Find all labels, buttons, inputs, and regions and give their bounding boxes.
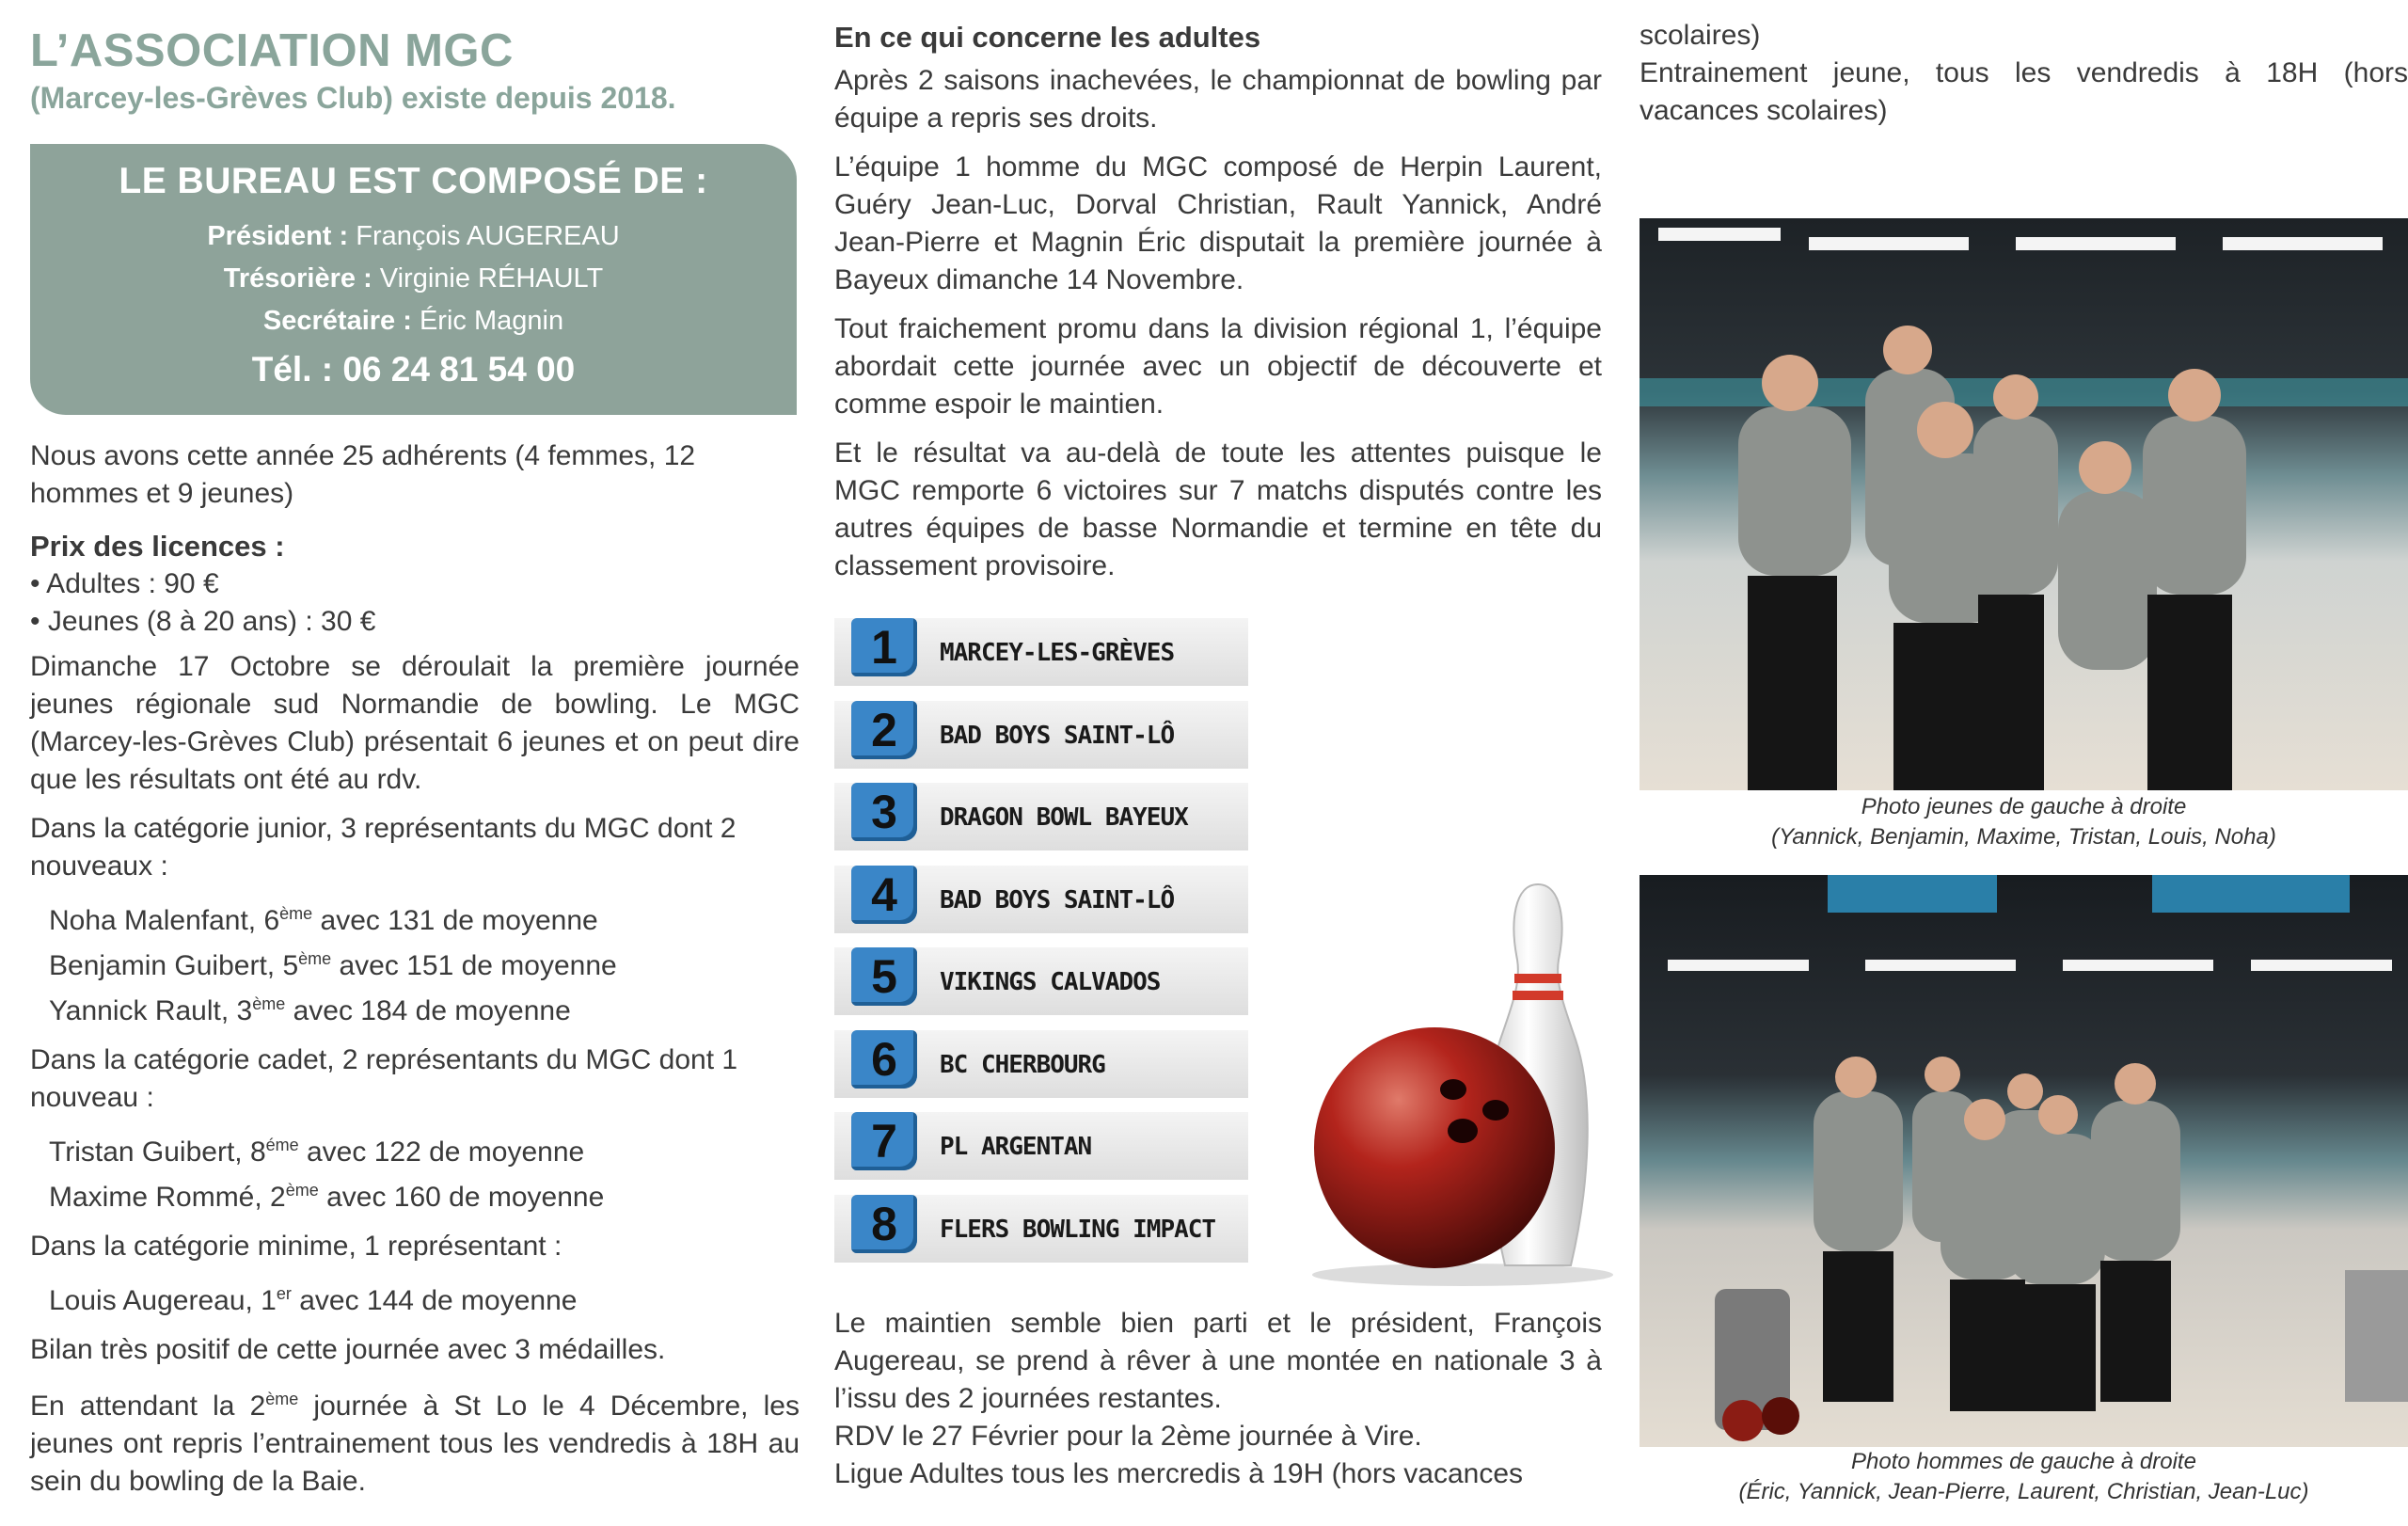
- cadet-intro: Dans la catégorie cadet, 2 représentants du MGC dont 1 nouveau :: [30, 1044, 738, 1113]
- caption-line: Photo jeunes de gauche à droite: [1861, 794, 2187, 819]
- prix-jeunes: • Jeunes (8 à 20 ans) : 30 €: [30, 606, 376, 637]
- men-team-photo: [1640, 875, 2408, 1447]
- president-name: François AUGEREAU: [356, 221, 620, 251]
- secretaire-label: Secrétaire :: [262, 306, 412, 336]
- adultes-p3: Tout fraichement promu dans la division régional 1, l’équipe abordait cette journée avec un objectif de découverte et comme espoir le maintien.: [834, 313, 1602, 420]
- list-item: Tristan Guibert, $8^{éme}$ avec 122 de moyenne: [49, 1136, 585, 1168]
- adultes-p1: Après 2 saisons inachevées, le championnat de bowling par équipe a repris ses droits.: [834, 65, 1602, 134]
- caption-line: (Éric, Yannick, Jean-Pierre, Laurent, Christian, Jean-Luc): [1738, 1479, 2309, 1504]
- adultes-p6: RDV le 27 Février pour la 2ème journée à Vire.: [834, 1421, 1422, 1452]
- adultes-p2: L’équipe 1 homme du MGC composé de Herpin Laurent, Guéry Jean-Luc, Dorval Christian, Rault Yannick, André Jean-Pierre et Magnin Éric disputait la première journée à Bayeux dimanche 14 Novembre.: [834, 151, 1602, 295]
- bureau-phone: Tél. : 06 24 81 54 00: [251, 350, 576, 389]
- scolaires-text: scolaires): [1640, 20, 1761, 51]
- entrainement-paragraph: Entrainement jeune, tous les vendredis à 18H (hors vacances scolaires): [1640, 57, 2408, 126]
- caption-line: (Yannick, Benjamin, Maxime, Tristan, Louis, Noha): [1771, 824, 2276, 850]
- ranking-row: [834, 1030, 1248, 1098]
- ranking-number: 4: [851, 866, 917, 924]
- right-column: [1640, 0, 2408, 130]
- ranking-team: DRAGON BOWL BAYEUX: [940, 803, 1188, 832]
- bilan-paragraph: Bilan très positif de cette journée avec 3 médailles.: [30, 1334, 666, 1365]
- ranking-team: MARCEY-LES-GRÈVES: [940, 639, 1175, 667]
- prix-heading: Prix des licences :: [30, 530, 285, 563]
- youth-photo-caption: [1640, 792, 2408, 852]
- ranking-number: 3: [851, 783, 917, 841]
- ranking-list: [834, 618, 1248, 1277]
- caption-line: Photo hommes de gauche à droite: [1851, 1449, 2196, 1474]
- ranking-team: FLERS BOWLING IMPACT: [940, 1215, 1216, 1244]
- adultes-heading: En ce qui concerne les adultes: [834, 21, 1261, 54]
- page-subtitle: (Marcey-les-Grèves Club) existe depuis 2018.: [30, 81, 676, 115]
- ranking-row: [834, 947, 1248, 1015]
- junior-intro: Dans la catégorie junior, 3 représentants du MGC dont 2 nouveaux :: [30, 813, 737, 882]
- ranking-row: [834, 1112, 1248, 1180]
- list-item: Maxime Rommé, 2ème avec 160 de moyenne: [49, 1181, 605, 1213]
- ranking-team: VIKINGS CALVADOS: [940, 968, 1161, 996]
- minime-intro: Dans la catégorie minime, 1 représentant :: [30, 1231, 562, 1262]
- bureau-president: [30, 215, 797, 258]
- bowling-ball-pin-icon: [1312, 875, 1623, 1289]
- middle-column: [834, 0, 1602, 585]
- minime-list: [30, 1275, 800, 1320]
- men-team-photo-illustration: [1640, 875, 2408, 1447]
- list-item: Louis Augereau, 1er avec 144 de moyenne: [49, 1284, 578, 1316]
- dimanche-paragraph: Dimanche 17 Octobre se déroulait la première journée jeunes régionale sud Normandie de bowling. Le MGC (Marcey-les-Grèves Club) présentait 6 jeunes et on peut dire que les résultats ont été au rdv.: [30, 651, 800, 795]
- junior-list: [30, 895, 800, 1030]
- ranking-number: 6: [851, 1030, 917, 1089]
- ranking-row: [834, 701, 1248, 769]
- ranking-row: [834, 1195, 1248, 1263]
- ranking-team: BAD BOYS SAINT-LÔ: [940, 721, 1175, 750]
- ranking-number: 2: [851, 701, 917, 759]
- ranking-number: 7: [851, 1112, 917, 1170]
- prix-adultes: • Adultes : 90 €: [30, 568, 219, 599]
- bureau-heading: LE BUREAU EST COMPOSÉ DE :: [119, 161, 708, 201]
- men-photo-caption: [1640, 1447, 2408, 1507]
- ranking-team: BAD BOYS SAINT-LÔ: [940, 885, 1175, 914]
- ranking-team: PL ARGENTAN: [940, 1133, 1092, 1161]
- youth-team-photo: [1640, 218, 2408, 790]
- middle-column-bottom: [834, 1305, 1602, 1493]
- tresoriere-name: Virginie RÉHAULT: [379, 263, 604, 294]
- ranking-number: 1: [851, 618, 917, 676]
- list-item: Benjamin Guibert, 5ème avec 151 de moyenne: [49, 949, 617, 981]
- tresoriere-label: Trésorière :: [223, 263, 372, 294]
- ranking-row: [834, 618, 1248, 686]
- list-item: Noha Malenfant, 6ème avec 131 de moyenne: [49, 904, 598, 936]
- ranking-number: 8: [851, 1195, 917, 1253]
- page-title: L’ASSOCIATION MGC: [30, 25, 514, 76]
- youth-team-photo-illustration: [1640, 218, 2408, 790]
- list-item: Yannick Rault, 3ème avec 184 de moyenne: [49, 994, 571, 1026]
- left-column: [30, 0, 800, 1501]
- bureau-tresoriere: [30, 258, 797, 300]
- adultes-p7: Ligue Adultes tous les mercredis à 19H (hors vacances: [834, 1458, 1524, 1489]
- ranking-row: [834, 866, 1248, 933]
- adherents-paragraph: Nous avons cette année 25 adhérents (4 femmes, 12 hommes et 9 jeunes): [30, 440, 696, 509]
- bureau-box: [30, 144, 797, 415]
- attente-paragraph: En attendant la 2ème journée à St Lo le 4 Décembre, les jeunes ont repris l’entrainement tous les vendredis à 18H au sein du bowling de la Baie.: [30, 1390, 800, 1497]
- ranking-number: 5: [851, 947, 917, 1006]
- adultes-p5: Le maintien semble bien parti et le président, François Augereau, se prend à rêver à une montée en nationale 3 à l’issu des 2 journées restantes.: [834, 1308, 1602, 1414]
- ranking-row: [834, 783, 1248, 850]
- president-label: Président :: [207, 221, 349, 251]
- ranking-team: BC CHERBOURG: [940, 1050, 1105, 1079]
- adultes-p4: Et le résultat va au-delà de toute les attentes puisque le MGC remporte 6 victoires sur 7 matchs disputés contre les autres équipes de basse Normandie et termine en tête du classement provisoire.: [834, 437, 1602, 581]
- secretaire-name: Éric Magnin: [419, 306, 564, 336]
- cadet-list: [30, 1126, 800, 1216]
- bureau-secretaire: [30, 300, 797, 342]
